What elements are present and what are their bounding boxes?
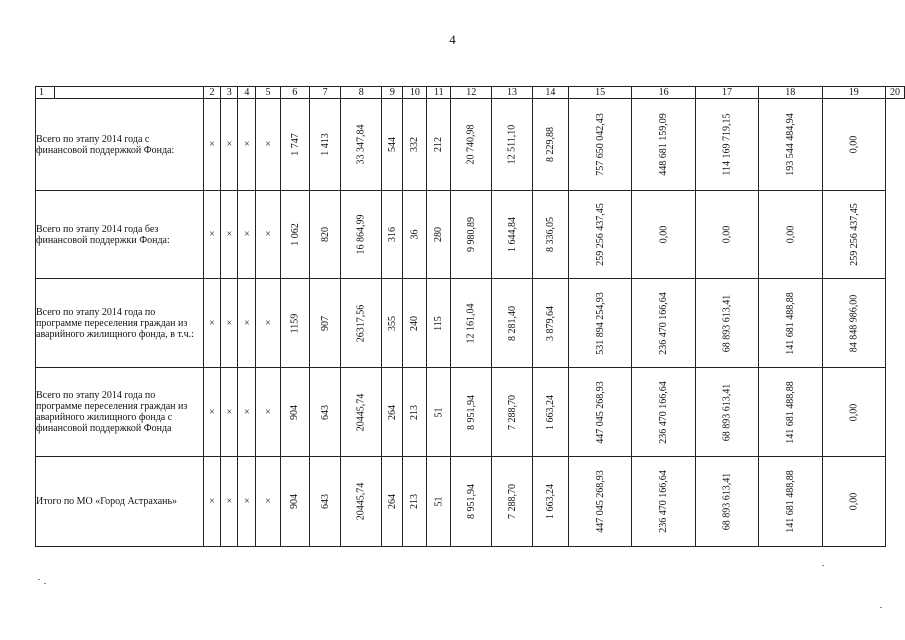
cell-value: 33 347,84	[355, 124, 367, 165]
cell-value: 68 893 613,41	[721, 294, 733, 352]
cell-value: 8 951,94	[465, 484, 477, 519]
cross-mark: ×	[238, 368, 256, 457]
cross-mark: ×	[221, 99, 238, 191]
cell-value: 544	[386, 137, 398, 152]
cross-mark: ×	[221, 457, 238, 547]
cell-value: 280	[433, 227, 445, 242]
cell-value: 907	[319, 315, 331, 331]
table-cell	[310, 368, 341, 457]
table-cell	[382, 457, 403, 547]
header-cell: 18	[759, 87, 823, 99]
cell-value: 643	[319, 404, 331, 420]
cell-value: 236 470 166,64	[658, 380, 670, 444]
cell-value: 1 062	[289, 223, 301, 246]
cross-mark: ×	[256, 279, 280, 368]
cross-mark: ×	[238, 99, 256, 191]
header-cell: 6	[280, 87, 310, 99]
cell-value: 8 951,94	[465, 394, 477, 430]
cross-mark: ×	[256, 457, 280, 547]
table-cell	[341, 191, 382, 279]
table-cell	[632, 279, 696, 368]
table-cell	[382, 368, 403, 457]
table-cell	[532, 368, 568, 457]
cell-value: 193 544 484,94	[784, 113, 796, 176]
table-cell	[427, 279, 451, 368]
cell-value: 84 848 986,00	[848, 294, 860, 352]
table-row	[36, 99, 905, 191]
cell-value: 68 893 613,41	[721, 383, 733, 441]
table-cell	[341, 368, 382, 457]
table-row	[36, 368, 905, 457]
cell-value: 1 644,84	[506, 217, 518, 252]
cell-value: 904	[289, 404, 301, 420]
header-cell	[54, 87, 203, 99]
cell-value: 259 256 437,45	[594, 203, 606, 266]
header-cell: 8	[341, 87, 382, 99]
cell-value: 0,00	[721, 225, 733, 244]
table-cell	[280, 368, 310, 457]
cell-value: 0,00	[848, 492, 860, 511]
cell-value: 264	[386, 494, 398, 509]
table-cell	[341, 99, 382, 191]
header-cell: 16	[632, 87, 696, 99]
cross-mark: ×	[203, 368, 220, 457]
table-cell	[492, 368, 533, 457]
table-cell	[403, 279, 427, 368]
header-cell: 2	[203, 87, 220, 99]
cell-value: 820	[319, 227, 331, 242]
cross-mark: ×	[203, 191, 220, 279]
table-cell	[568, 279, 632, 368]
table-cell	[492, 457, 533, 547]
cell-value: 236 470 166,64	[658, 470, 670, 533]
table-cell	[403, 191, 427, 279]
header-cell: 20	[886, 87, 905, 99]
table-cell	[759, 99, 823, 191]
row-label: Всего по этапу 2014 года по программе переселения граждан из аварийного жилищного фонда с финансовой поддержкой Фонда	[36, 368, 204, 457]
data-table	[35, 86, 905, 547]
cell-value: 8 229,88	[544, 127, 556, 162]
table-cell	[568, 368, 632, 457]
cell-value: 264	[386, 404, 398, 420]
cross-mark: ×	[203, 99, 220, 191]
table-cell	[822, 457, 886, 547]
cell-value: 212	[433, 137, 445, 152]
cell-value: 12 161,04	[465, 303, 477, 343]
cell-value: 332	[409, 137, 421, 152]
header-cell: 1	[36, 87, 55, 99]
header-cell: 3	[221, 87, 238, 99]
table-cell	[492, 191, 533, 279]
table-cell	[759, 191, 823, 279]
table-cell	[427, 457, 451, 547]
table-cell	[451, 191, 492, 279]
cell-value: 9 980,89	[465, 217, 477, 252]
header-cell: 15	[568, 87, 632, 99]
cell-value: 447 045 268,93	[594, 380, 606, 444]
table-cell	[759, 368, 823, 457]
table-cell	[532, 99, 568, 191]
cell-value: 36	[409, 229, 421, 240]
cell-value: 259 256 437,45	[848, 203, 860, 266]
table-cell	[532, 191, 568, 279]
table-cell	[632, 368, 696, 457]
row-label: Всего по этапу 2014 года по программе переселения граждан из аварийного жилищного фонда, в т.ч.:	[36, 279, 204, 368]
row-label: Всего по этапу 2014 года с финансовой поддержкой Фонда:	[36, 99, 204, 191]
cell-value: 1159	[289, 313, 301, 333]
row-label: Всего по этапу 2014 года без финансовой поддержки Фонда:	[36, 191, 204, 279]
cell-value: 1 663,24	[544, 394, 556, 430]
table-cell	[451, 368, 492, 457]
table-cell	[632, 191, 696, 279]
table-cell	[568, 457, 632, 547]
table-cell	[310, 457, 341, 547]
cell-value: 0,00	[848, 135, 860, 154]
cell-value: 904	[289, 494, 301, 509]
cell-value: 3 879,64	[544, 305, 556, 341]
cross-mark: ×	[238, 279, 256, 368]
table-row	[36, 191, 905, 279]
header-cell: 12	[451, 87, 492, 99]
cross-mark: ×	[256, 191, 280, 279]
cell-value: 643	[319, 494, 331, 509]
cell-value: 141 681 488,88	[784, 470, 796, 533]
table-cell	[451, 279, 492, 368]
table-cell	[310, 99, 341, 191]
table-cell	[280, 457, 310, 547]
table-cell	[427, 99, 451, 191]
cell-value: 236 470 166,64	[658, 291, 670, 355]
cell-value: 316	[386, 227, 398, 242]
cell-value: 141 681 488,88	[784, 291, 796, 355]
table-cell	[382, 279, 403, 368]
table-cell	[492, 99, 533, 191]
table-cell	[492, 279, 533, 368]
header-cell: 7	[310, 87, 341, 99]
cell-value: 20445,74	[355, 482, 367, 521]
table-cell	[280, 99, 310, 191]
table-cell	[632, 457, 696, 547]
table-cell	[403, 368, 427, 457]
table-cell	[532, 279, 568, 368]
cell-value: 20 740,98	[465, 124, 477, 165]
page-number: 4	[449, 32, 456, 47]
cross-mark: ×	[256, 99, 280, 191]
table-row	[36, 457, 905, 547]
header-cell: 14	[532, 87, 568, 99]
table-cell	[427, 368, 451, 457]
table-cell	[280, 191, 310, 279]
table-cell	[759, 279, 823, 368]
cell-value: 26317,56	[355, 304, 367, 342]
header-cell: 17	[695, 87, 758, 99]
cell-value: 51	[433, 407, 445, 417]
header-cell: 4	[238, 87, 256, 99]
cell-value: 447 045 268,93	[594, 470, 606, 533]
cell-value: 213	[409, 494, 421, 509]
cross-mark: ×	[238, 457, 256, 547]
table-cell	[341, 279, 382, 368]
header-cell: 9	[382, 87, 403, 99]
cell-value: 51	[433, 496, 445, 507]
table-cell	[310, 191, 341, 279]
table-cell	[403, 457, 427, 547]
table-cell	[822, 191, 886, 279]
cell-value: 757 650 042,43	[594, 113, 606, 176]
cross-mark: ×	[256, 368, 280, 457]
cell-value: 68 893 613,41	[721, 472, 733, 531]
table-cell	[403, 99, 427, 191]
cross-mark: ×	[203, 279, 220, 368]
table-cell	[759, 457, 823, 547]
cell-value: 7 288,70	[506, 394, 518, 430]
cell-value: 0,00	[784, 225, 796, 244]
cell-value: 7 288,70	[506, 484, 518, 519]
cell-value: 531 894 254,93	[594, 291, 606, 355]
cross-mark: ×	[203, 457, 220, 547]
table-cell	[341, 457, 382, 547]
table-cell	[695, 279, 758, 368]
cell-value: 448 681 159,09	[658, 113, 670, 176]
table-cell	[532, 457, 568, 547]
header-cell: 5	[256, 87, 280, 99]
cell-value: 1 747	[289, 133, 301, 156]
table-cell	[568, 191, 632, 279]
cell-value: 240	[409, 315, 421, 331]
table-cell	[382, 99, 403, 191]
cell-value: 141 681 488,88	[784, 380, 796, 444]
table-cell	[451, 99, 492, 191]
cell-value: 0,00	[658, 225, 670, 244]
cell-value: 8 336,05	[544, 217, 556, 252]
table-cell	[632, 99, 696, 191]
cell-value: 1 663,24	[544, 484, 556, 519]
header-cell: 13	[492, 87, 533, 99]
cell-value: 8 281,40	[506, 305, 518, 341]
cell-value: 0,00	[848, 403, 860, 421]
row-label: Итого по МО «Город Астрахань»	[36, 457, 204, 547]
header-cell: 11	[427, 87, 451, 99]
table-cell	[568, 99, 632, 191]
table-cell	[695, 191, 758, 279]
table-cell	[310, 279, 341, 368]
table-cell	[822, 99, 886, 191]
cell-value: 115	[433, 315, 445, 331]
cross-mark: ×	[221, 368, 238, 457]
cell-value: 12 511,10	[506, 124, 518, 165]
cell-value: 213	[409, 404, 421, 420]
table-cell	[695, 99, 758, 191]
cell-value: 20445,74	[355, 393, 367, 431]
cell-value: 16 864,99	[355, 214, 367, 255]
table-cell	[382, 191, 403, 279]
table-cell	[695, 457, 758, 547]
header-row	[36, 87, 905, 99]
table-cell	[280, 279, 310, 368]
header-cell: 10	[403, 87, 427, 99]
cross-mark: ×	[221, 191, 238, 279]
table-cell	[822, 279, 886, 368]
cross-mark: ×	[221, 279, 238, 368]
cell-value: 114 169 719,15	[721, 113, 733, 176]
table-cell	[822, 368, 886, 457]
cell-value: 355	[386, 315, 398, 331]
header-cell: 19	[822, 87, 886, 99]
cross-mark: ×	[238, 191, 256, 279]
cell-value: 1 413	[319, 133, 331, 156]
table-cell	[695, 368, 758, 457]
table-cell	[451, 457, 492, 547]
table-row	[36, 279, 905, 368]
table-cell	[427, 191, 451, 279]
